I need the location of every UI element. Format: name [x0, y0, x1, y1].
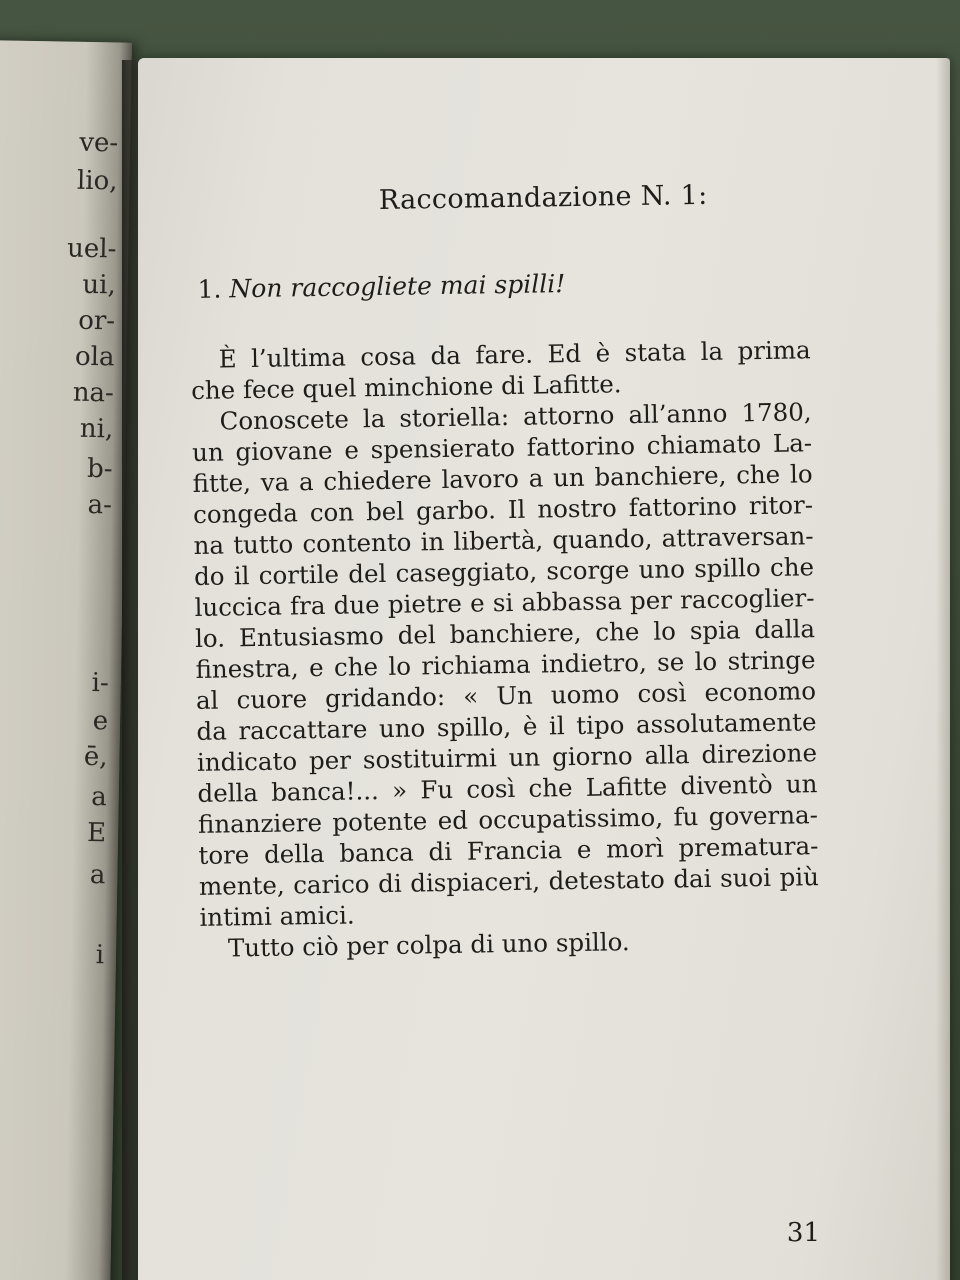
text-line: luccica fra due pietre e si abbassa per raccoglier- — [194, 583, 815, 622]
left-fragment: b- — [86, 453, 113, 485]
text-line: finestra, e che lo richiama indietro, se lo stringe — [195, 645, 816, 684]
text-line: È l’ultima cosa da fare. Ed è stata la prima — [218, 335, 811, 374]
paragraph — [191, 396, 819, 933]
text-line: Conoscete la storiella: attorno all’anno 1780, — [219, 397, 812, 436]
text-line: congeda con bel garbo. Il nostro fattorino ritor- — [192, 490, 814, 529]
text-line: indicato per sostituirmi un giorno alla direzione — [196, 738, 818, 777]
left-fragment: i — [95, 940, 105, 971]
left-page-text-fragments — [0, 40, 120, 971]
right-page — [138, 58, 950, 1280]
left-fragment: lio, — [76, 165, 118, 197]
left-fragment: ola — [74, 341, 115, 373]
text-line: un giovane e spensierato fattorino chiamato La- — [191, 428, 813, 467]
text-line: do il cortile del caseggiato, scorge uno spillo che — [193, 552, 815, 591]
text-line: intimi amici. — [199, 900, 355, 932]
text-line: lo. Entusiasmo del banchiere, che lo spia dalla — [194, 614, 816, 653]
text-line: al cuore gridando: « Un uomo così economo — [195, 676, 817, 715]
text-line: della banca!... » Fu così che Lafitte diventò un — [197, 769, 818, 808]
left-fragment: E — [86, 817, 107, 849]
text-line: mente, carico di dispiaceri, detestato dai suoi più — [198, 862, 820, 901]
text-line: fitte, va a chiedere lavoro a un banchiere, che lo — [192, 459, 813, 498]
left-fragment: a- — [87, 489, 113, 521]
left-fragment: ve- — [79, 127, 119, 159]
text-line: finanziere potente ed occupatissimo, fu governa- — [197, 800, 819, 839]
left-fragment: na- — [72, 377, 115, 409]
left-fragment: ui, — [82, 269, 116, 301]
left-fragment: or- — [77, 305, 116, 337]
section-number: 1. — [197, 274, 222, 304]
section-title — [197, 265, 809, 304]
text-line: Tutto ciò per colpa di uno spillo. — [227, 927, 630, 963]
section-title-text: Non raccogliete mai spilli! — [229, 269, 566, 304]
text-line: da raccattare uno spillo, è il tipo assolutamente — [196, 707, 817, 746]
page-number: 31 — [786, 1218, 820, 1248]
left-fragment: ē, — [83, 741, 108, 773]
left-fragment: ni, — [79, 413, 114, 445]
page-text — [188, 178, 820, 964]
page-edge — [936, 58, 950, 1280]
text-line: tore della banca di Francia e morì prematura- — [198, 831, 819, 870]
left-page — [0, 40, 132, 1280]
text-line: na tutto contento in libertà, quando, attraversan- — [193, 521, 814, 560]
page-heading: Raccomandazione N. 1: — [378, 179, 708, 217]
left-fragment: a — [89, 860, 106, 891]
left-fragment: uel- — [66, 233, 117, 265]
text-line: che fece quel minchione di Lafitte. — [190, 369, 622, 405]
left-fragment: e — [92, 706, 109, 737]
left-fragment: i- — [91, 668, 110, 699]
left-fragment: a — [91, 782, 108, 813]
paragraph — [190, 334, 811, 406]
